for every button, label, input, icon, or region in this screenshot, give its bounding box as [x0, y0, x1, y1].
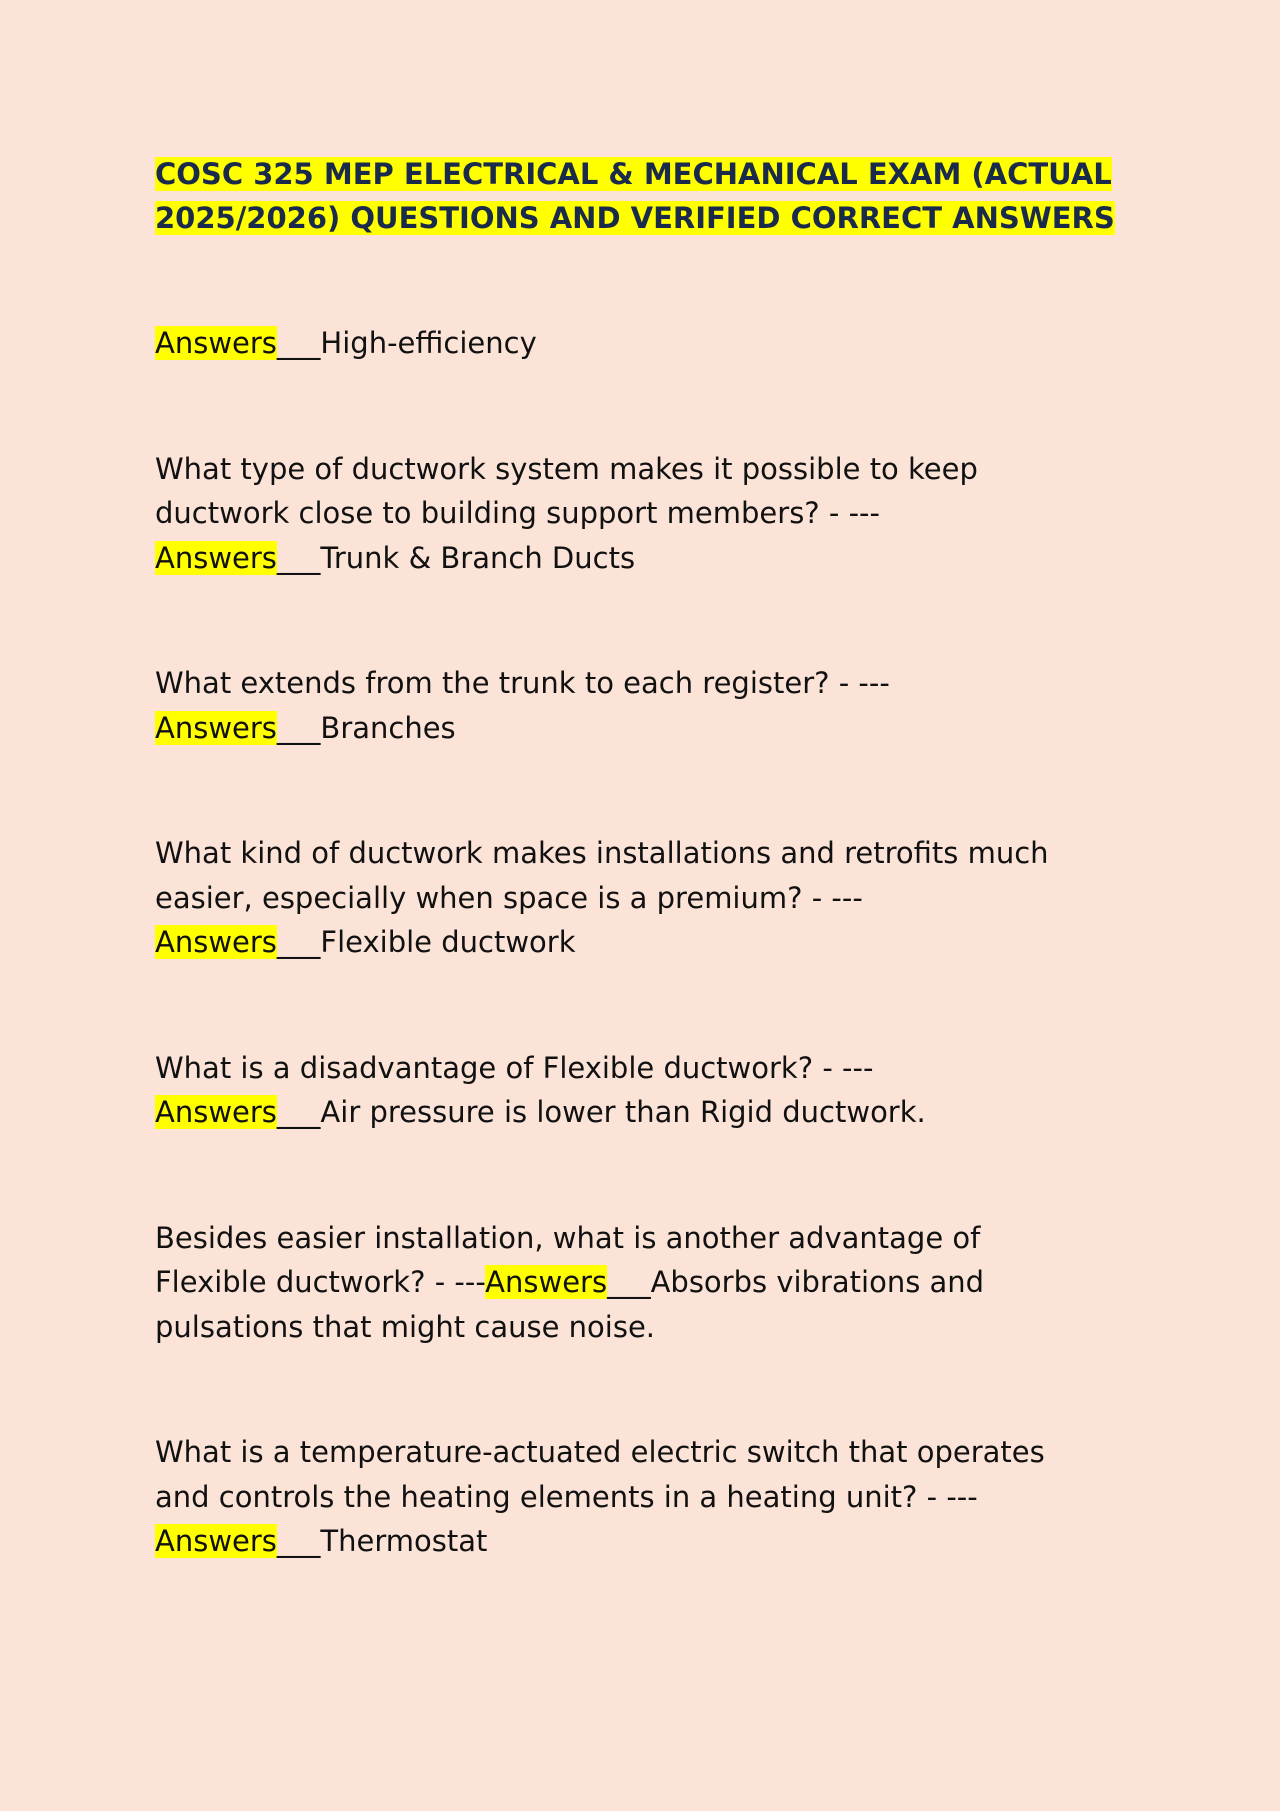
answer-text: Absorbs vibrations and [650, 1265, 985, 1299]
question-line: and controls the heating elements in a heating unit? - --- [155, 1479, 978, 1514]
answer-separator: ___ [607, 1265, 651, 1299]
answer-label: Answers [155, 925, 277, 959]
answer-separator: ___ [276, 710, 321, 745]
question-line: What kind of ductwork makes installations and retrofits much [155, 836, 1049, 870]
answer-separator: ___ [276, 540, 321, 575]
answer-text: Trunk & Branch Ducts [320, 540, 636, 575]
answer-separator: ___ [276, 326, 321, 360]
qa-item-1 [155, 447, 1135, 581]
qa-item-5 [155, 1216, 1135, 1350]
answer-text-continued: pulsations that might cause noise. [155, 1309, 656, 1344]
qa-item-2 [155, 661, 1135, 750]
answer-separator: ___ [276, 1524, 321, 1558]
answer-text: Air pressure is lower than Rigid ductwork. [320, 1095, 926, 1129]
answer-separator: ___ [276, 1095, 321, 1129]
qa-item-4 [155, 1046, 1135, 1135]
question-line: What extends from the trunk to each register? - --- [155, 666, 890, 700]
answer-label: Answers [155, 540, 277, 575]
answer-label: Answers [155, 326, 277, 360]
question-line: What type of ductwork system makes it possible to keep [155, 451, 978, 486]
answer-label: Answers [155, 710, 277, 745]
qa-item-6 [155, 1430, 1135, 1564]
question-line: Flexible ductwork? - --- [155, 1265, 486, 1299]
title-line-1: COSC 325 MEP ELECTRICAL & MECHANICAL EXAM (ACTUAL [155, 157, 1112, 191]
title-line-2: 2025/2026) QUESTIONS AND VERIFIED CORRECT ANSWERS [155, 201, 1115, 235]
question-line: What is a disadvantage of Flexible ductwork? - --- [155, 1050, 874, 1085]
question-line: Besides easier installation, what is another advantage of [155, 1220, 981, 1255]
answer-label: Answers [155, 1095, 277, 1129]
document-title [155, 152, 1135, 240]
answer-text: High-efficiency [320, 326, 537, 360]
document-page [155, 152, 1135, 1564]
answer-label: Answers [485, 1265, 608, 1299]
answer-text: Flexible ductwork [320, 925, 576, 959]
answer-separator: ___ [276, 925, 321, 959]
question-line: ductwork close to building support members? - --- [155, 496, 880, 530]
qa-item-0 [155, 321, 1135, 366]
question-line: What is a temperature-actuated electric switch that operates [155, 1435, 1045, 1469]
answer-text: Thermostat [320, 1524, 488, 1558]
answer-label: Answers [155, 1524, 277, 1558]
question-line: easier, especially when space is a premium? - --- [155, 880, 863, 915]
qa-item-3 [155, 831, 1135, 965]
answer-text: Branches [320, 710, 456, 745]
